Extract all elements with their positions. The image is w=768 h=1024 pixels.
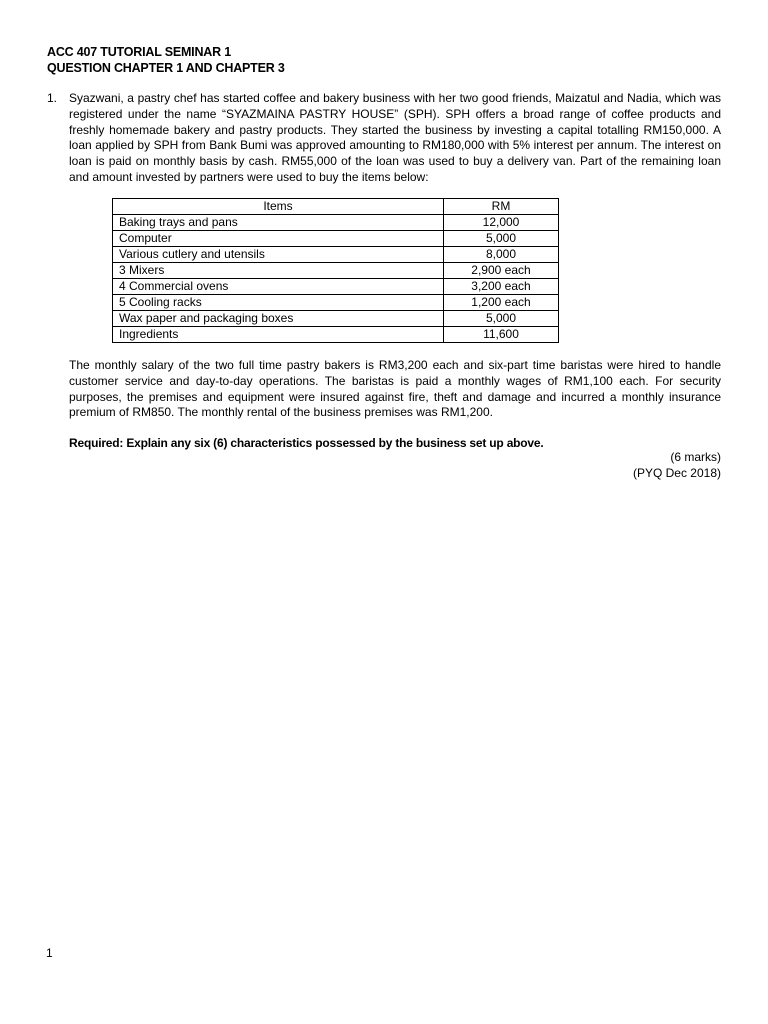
items-table xyxy=(112,198,559,343)
document-heading xyxy=(47,44,285,76)
header-items: Items xyxy=(113,199,444,215)
required-instruction: Required: Explain any six (6) characteristics possessed by the business set up above. xyxy=(69,436,544,450)
rm-cell: 5,000 xyxy=(444,231,559,247)
question-number: 1. xyxy=(47,91,58,105)
table-row xyxy=(113,231,559,247)
table-row xyxy=(113,263,559,279)
rm-cell: 2,900 each xyxy=(444,263,559,279)
rm-cell: 8,000 xyxy=(444,247,559,263)
marks-label: (6 marks) xyxy=(670,450,721,464)
table-row xyxy=(113,327,559,343)
item-cell: 4 Commercial ovens xyxy=(113,279,444,295)
table-row xyxy=(113,279,559,295)
item-cell: Ingredients xyxy=(113,327,444,343)
item-cell: Computer xyxy=(113,231,444,247)
rm-cell: 12,000 xyxy=(444,215,559,231)
table-row xyxy=(113,247,559,263)
table-header-row xyxy=(113,199,559,215)
heading-line-1: ACC 407 TUTORIAL SEMINAR 1 xyxy=(47,45,231,59)
source-label: (PYQ Dec 2018) xyxy=(632,465,721,480)
rm-cell: 1,200 each xyxy=(444,295,559,311)
marks-info xyxy=(633,450,721,482)
heading-line-2: QUESTION CHAPTER 1 AND CHAPTER 3 xyxy=(47,61,285,75)
item-cell: Baking trays and pans xyxy=(113,215,444,231)
table-row xyxy=(113,215,559,231)
header-rm: RM xyxy=(444,199,559,215)
item-cell: 5 Cooling racks xyxy=(113,295,444,311)
rm-cell: 5,000 xyxy=(444,311,559,327)
rm-cell: 3,200 each xyxy=(444,279,559,295)
question-paragraph-1: Syazwani, a pastry chef has started coffee and bakery business with her two good friends, Maizatul and Nadia, which was registered under the name “SYAZMAINA PASTRY HOUSE” (SPH). SPH offers a broad range of coffee products and freshly homemade bakery and pastry products. They started the business by investing a capital totalling RM150,000. A loan applied by SPH from Bank Bumi was approved amounting to RM180,000 with 5% interest per annum. The interest on loan is paid on monthly basis by cash. RM55,000 of the loan was used to buy a delivery van. Part of the remaining loan and amount invested by partners were used to buy the items below: xyxy=(69,91,721,184)
item-cell: 3 Mixers xyxy=(113,263,444,279)
item-cell: Wax paper and packaging boxes xyxy=(113,311,444,327)
table-row xyxy=(113,311,559,327)
page-number: 1 xyxy=(46,946,53,960)
rm-cell: 11,600 xyxy=(444,327,559,343)
table-row xyxy=(113,295,559,311)
question-paragraph-2: The monthly salary of the two full time pastry bakers is RM3,200 each and six-part time baristas were hired to handle customer service and day-to-day operations. The baristas is paid a monthly wages of RM1,100 each. For security purposes, the premises and equipment were insured against fire, theft and damage and incurred a monthly insurance premium of RM850. The monthly rental of the business premises was RM1,200. xyxy=(69,358,721,420)
item-cell: Various cutlery and utensils xyxy=(113,247,444,263)
